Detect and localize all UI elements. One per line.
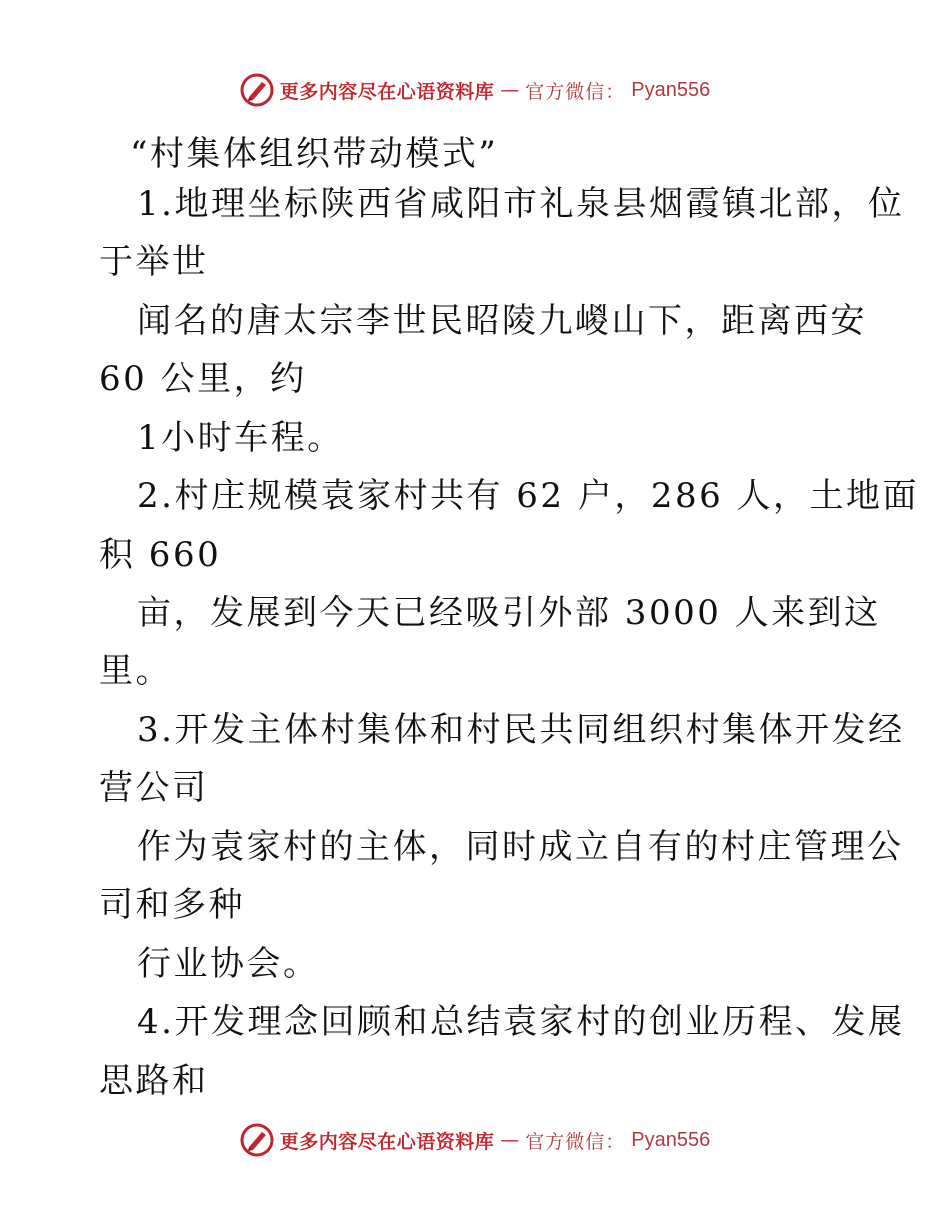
- banner-brand-text: 更多内容尽在心语资料库: [279, 1130, 495, 1153]
- paragraph-line: 1.地理坐标陕西省咸阳市礼泉县烟霞镇北部，位: [137, 184, 905, 224]
- paragraph-line: 积 660: [99, 535, 222, 575]
- footer-watermark-banner: [0, 1122, 950, 1158]
- banner-separator: —: [500, 79, 520, 101]
- paragraph-line: 行业协会。: [137, 944, 320, 984]
- paragraph-line: 里。: [99, 651, 172, 691]
- paragraph-line: 4.开发理念回顾和总结袁家村的创业历程、发展: [137, 1002, 905, 1042]
- pen-logo-icon: [240, 73, 274, 107]
- banner-separator: —: [500, 1129, 520, 1151]
- banner-wechat-label: 官方微信：: [525, 80, 626, 103]
- paragraph-line: 思路和: [99, 1061, 209, 1101]
- banner-brand-text: 更多内容尽在心语资料库: [279, 80, 495, 103]
- paragraph-line: 1小时车程。: [137, 418, 344, 458]
- paragraph-line: 于举世: [99, 242, 209, 282]
- paragraph-line: 亩，发展到今天已经吸引外部 3000 人来到这: [137, 593, 881, 633]
- paragraph-line: 司和多种: [99, 885, 245, 925]
- paragraph-line: 3.开发主体村集体和村民共同组织村集体开发经: [137, 710, 905, 750]
- paragraph-line: 作为袁家村的主体，同时成立自有的村庄管理公: [137, 827, 904, 867]
- banner-wechat-id: Pyan556: [631, 1128, 711, 1151]
- paragraph-line: 2.村庄规模袁家村共有 62 户，286 人，土地面: [137, 476, 920, 516]
- header-watermark-banner: [0, 72, 950, 108]
- pen-logo-icon: [240, 1123, 274, 1157]
- banner-wechat-id: Pyan556: [631, 78, 711, 101]
- paragraph-line: 营公司: [99, 768, 209, 808]
- paragraph-line: 闻名的唐太宗李世民昭陵九嵕山下，距离西安: [137, 301, 867, 341]
- paragraph-line: 60 公里，约: [99, 359, 307, 399]
- banner-wechat-label: 官方微信：: [525, 1130, 626, 1153]
- document-title: “村集体组织带动模式”: [130, 134, 499, 174]
